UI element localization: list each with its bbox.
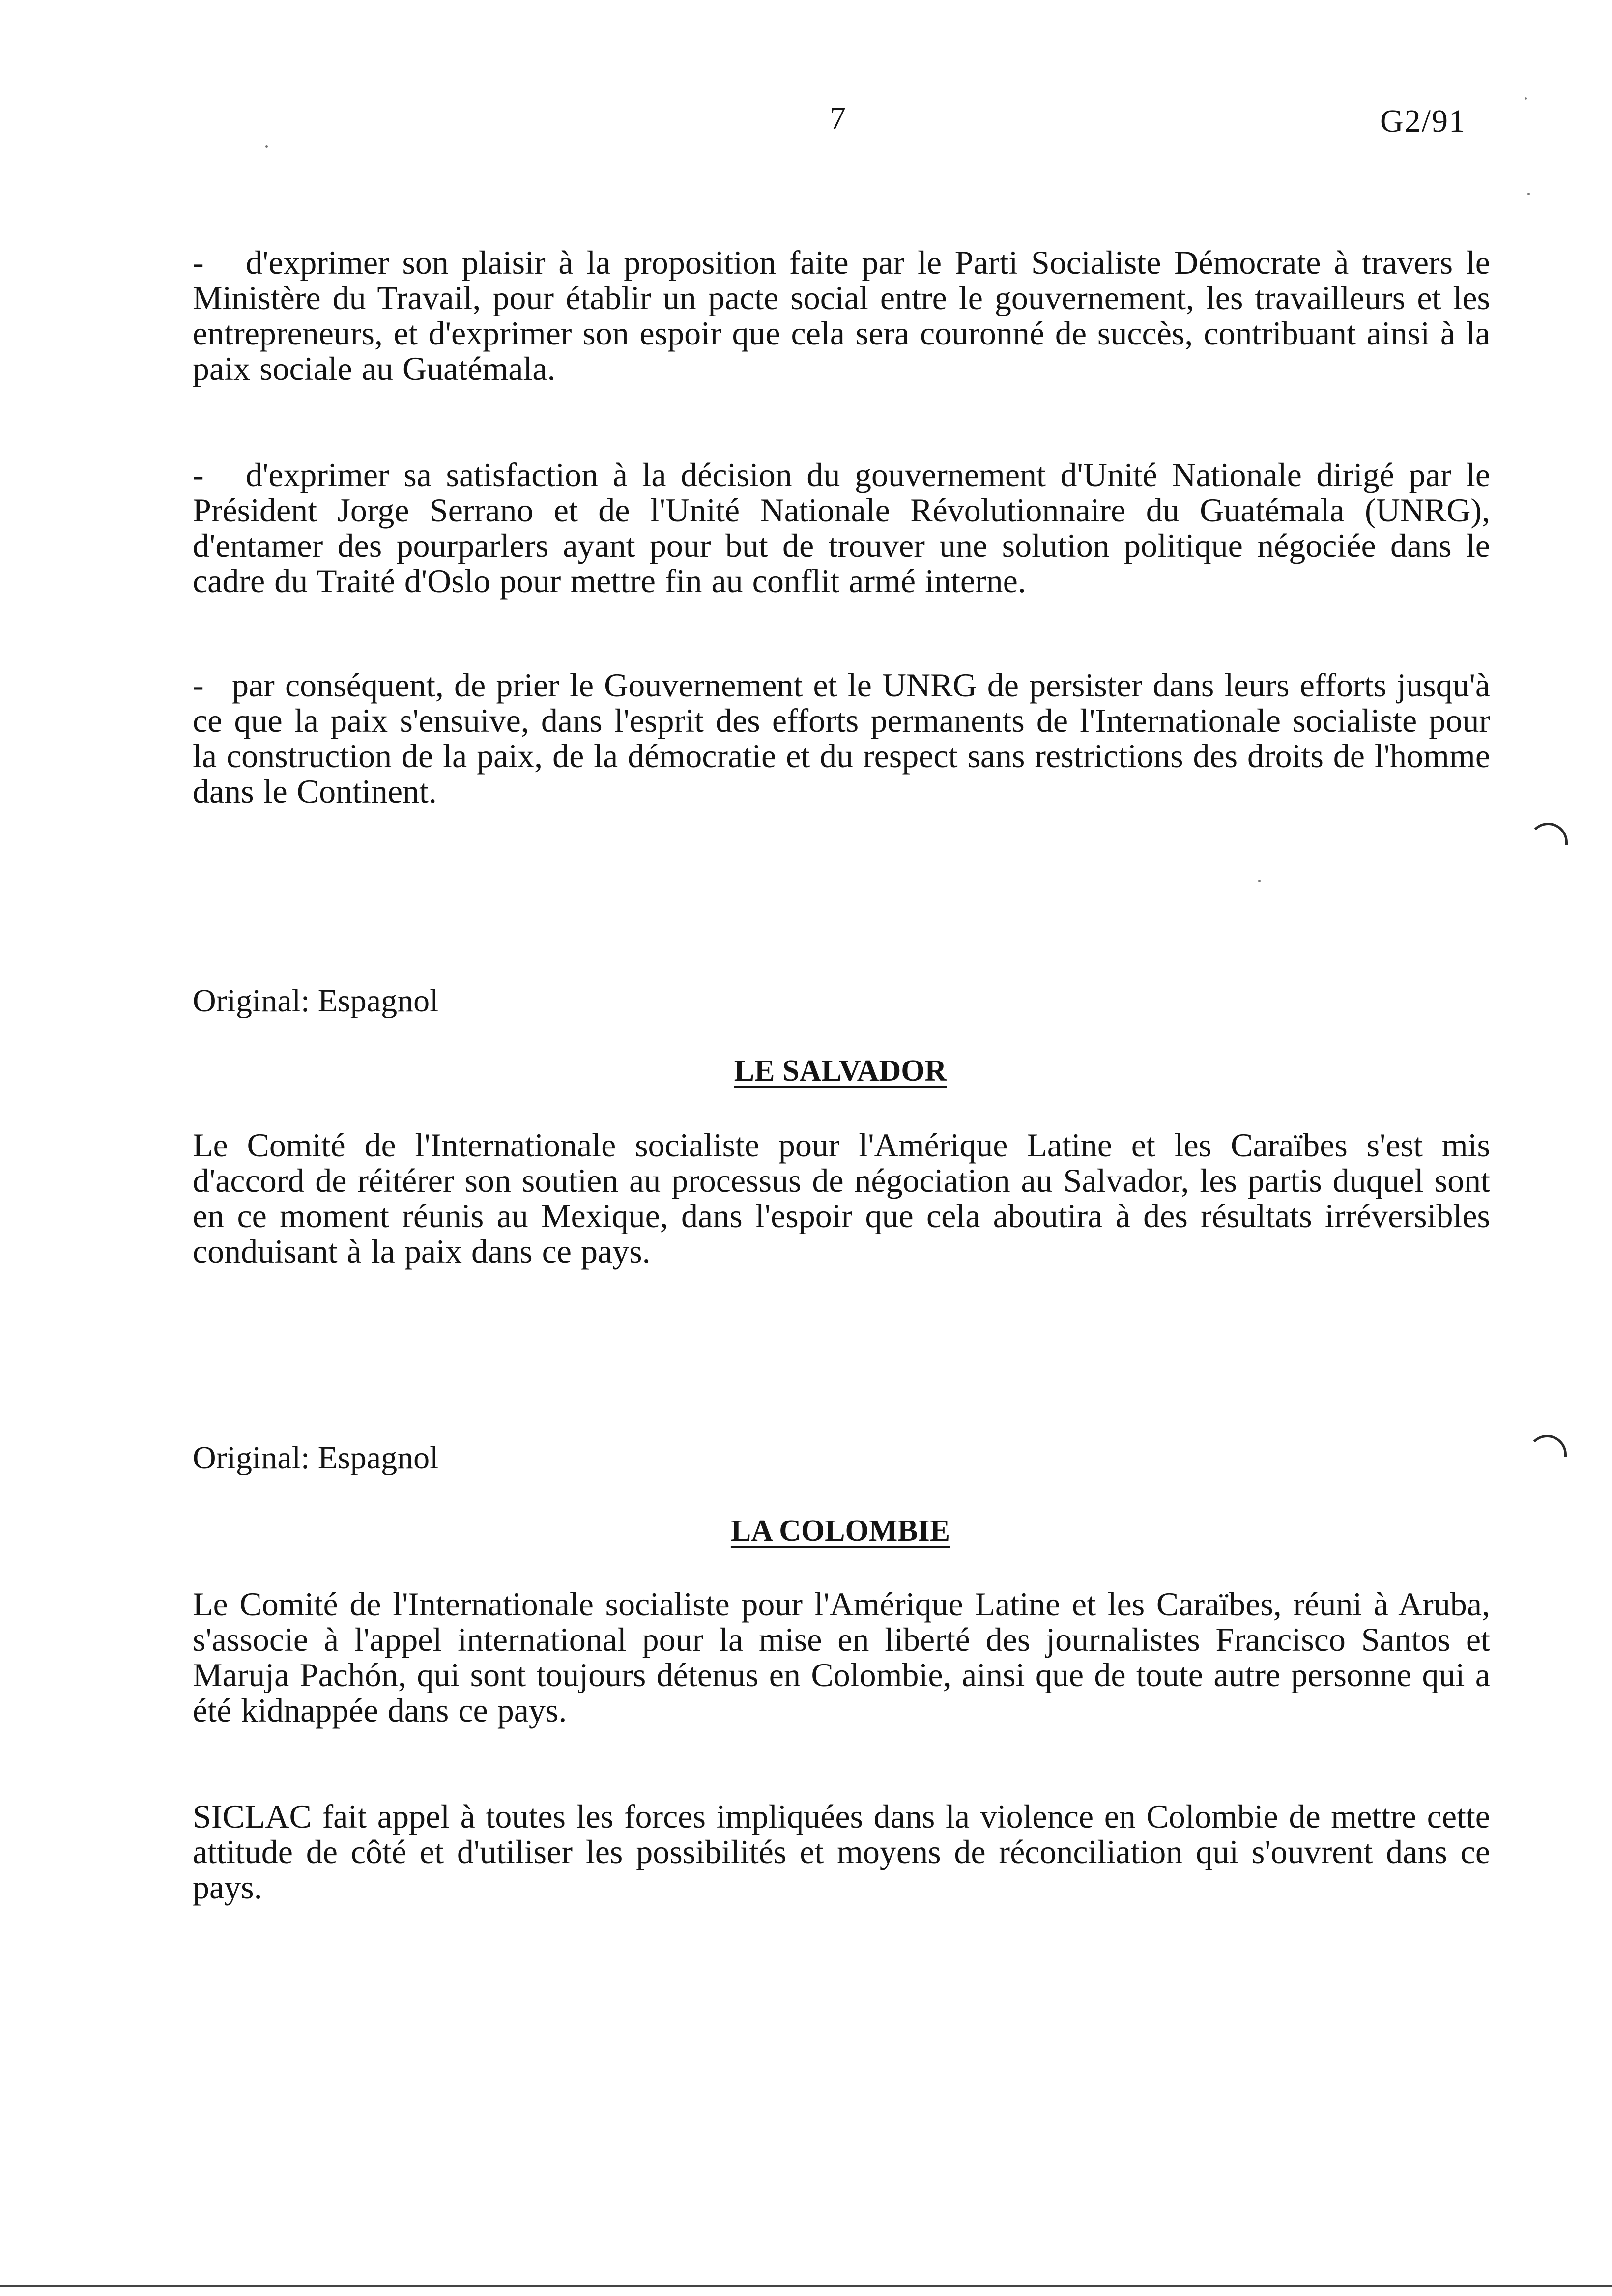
section-heading-salvador: LE SALVADOR — [734, 1054, 947, 1088]
paragraph-text: SICLAC fait appel à toutes les forces impliquées dans la violence en Colombie de mettre cette attitude de côté et d'utiliser les possibilités et moyens de réconciliation qui s'ouvrent dans ce pays. — [193, 1798, 1490, 1906]
page-number: 7 — [830, 100, 846, 136]
scan-speck — [1527, 193, 1530, 195]
bullet-text: d'exprimer sa satisfaction à la décision du gouvernement d'Unité Nationale dirigé par le Président Jorge Serrano et de l'Unité Nationale Révolutionnaire du Guatémala (UNRG), d'entamer des pourparlers ayant pour but de trouver une solution politique négociée dans le cadre du Traité d'Oslo pour mettre fin au conflit armé interne. — [193, 456, 1490, 600]
scan-speck — [265, 145, 268, 148]
margin-mark — [1528, 823, 1568, 845]
paragraph-text: Le Comité de l'Internationale socialiste pour l'Amérique Latine et les Caraïbes, réuni à Aruba, s'associe à l'appel international pour la mise en liberté des journalistes Francisco Santos et Maruja Pachón, qui sont toujours détenus en Colombie, ainsi que de toute autre personne qui a été kidnappée dans ce pays. — [193, 1585, 1490, 1729]
scan-speck — [1525, 97, 1527, 100]
bullet-paragraph-3 — [193, 667, 1490, 809]
bullet-dash: - — [193, 244, 204, 281]
paragraph-text: Le Comité de l'Internationale socialiste pour l'Amérique Latine et les Caraïbes s'est mis d'accord de réitérer son soutien au processus de négociation au Salvador, les partis duquel sont en ce moment réunis au Mexique, dans l'espoir que cela aboutira à des résultats irréversibles conduisant à la paix dans ce pays. — [193, 1126, 1490, 1270]
scan-edge-line — [0, 2285, 1612, 2287]
bullet-text: d'exprimer son plaisir à la proposition faite par le Parti Socialiste Démocrate à travers le Ministère du Travail, pour établir un pacte social entre le gouvernement, les travailleurs et les entrepreneurs, et d'exprimer son espoir que cela sera couronné de succès, contribuant ainsi à la paix sociale au Guatémala. — [193, 244, 1490, 387]
colombia-paragraph-2 — [193, 1799, 1490, 1905]
salvador-paragraph — [193, 1127, 1490, 1269]
bullet-paragraph-2 — [193, 457, 1490, 599]
bullet-text: par conséquent, de prier le Gouvernement et le UNRG de persister dans leurs efforts jusqu'à ce que la paix s'ensuive, dans l'esprit des efforts permanents de l'Internationale socialiste pour la construction de la paix, de la démocratie et du respect sans restrictions des droits de l'homme dans le Continent. — [193, 666, 1490, 810]
bullet-dash: - — [193, 666, 204, 704]
document-reference: G2/91 — [1380, 103, 1466, 139]
scan-speck — [1258, 880, 1261, 882]
bullet-paragraph-1 — [193, 245, 1490, 386]
bullet-dash: - — [193, 456, 204, 493]
original-language-note: Original: Espagnol — [193, 983, 439, 1019]
original-language-note: Original: Espagnol — [193, 1440, 439, 1476]
section-heading-colombia: LA COLOMBIE — [730, 1514, 950, 1548]
colombia-paragraph-1 — [193, 1586, 1490, 1728]
margin-mark — [1527, 1435, 1567, 1457]
